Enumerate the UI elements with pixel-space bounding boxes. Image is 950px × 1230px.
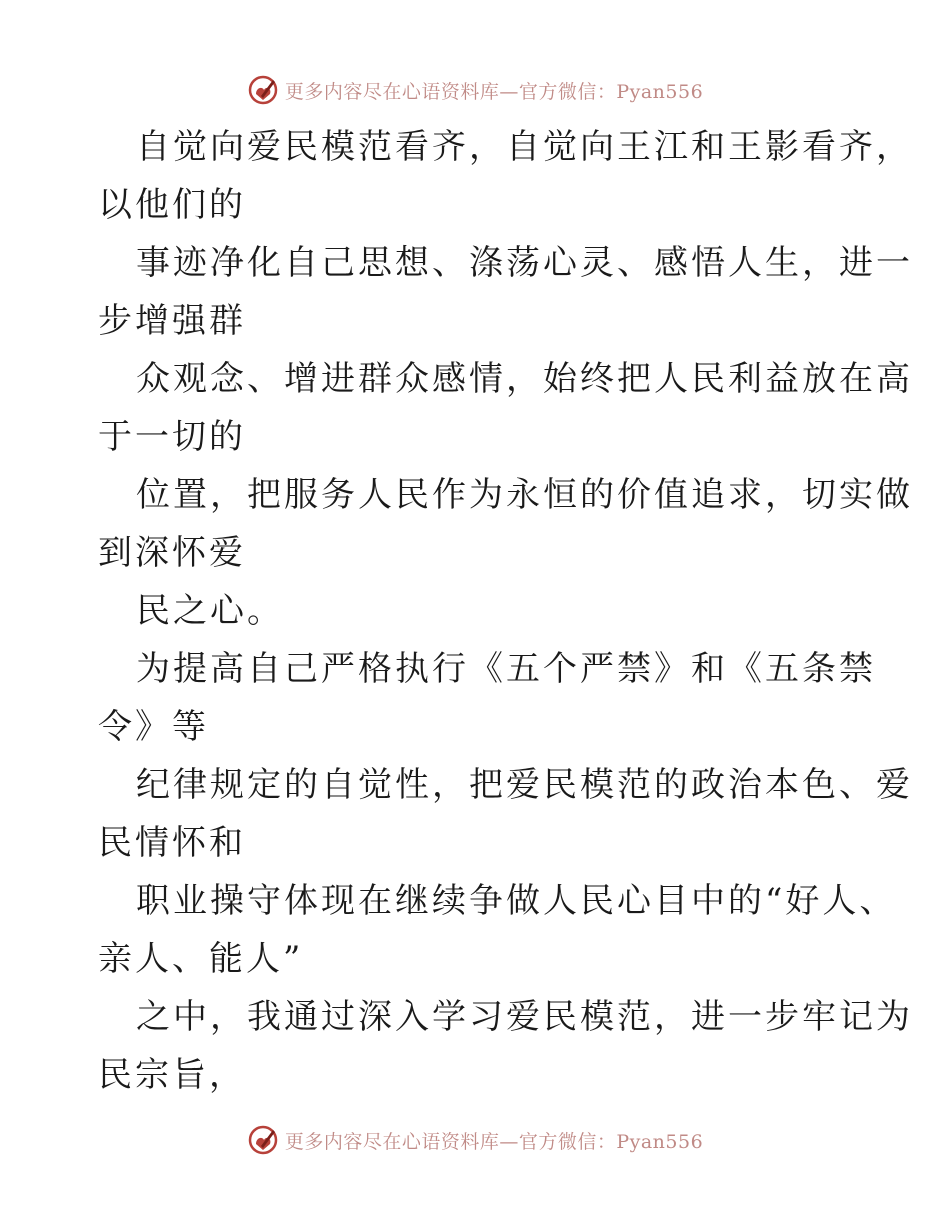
pen-heart-logo-icon [247, 1124, 279, 1156]
text-line: 民宗旨， [98, 1055, 246, 1095]
text-line: 步增强群 [98, 301, 246, 341]
text-line: 之中，我通过深入学习爱民模范，进一步牢记为 [136, 997, 913, 1037]
text-line: 以他们的 [98, 185, 246, 225]
text-line: 事迹净化自己思想、涤荡心灵、感悟人生，进一 [136, 243, 913, 283]
footer-watermark [0, 1120, 950, 1160]
text-line: 众观念、增进群众感情，始终把人民利益放在高 [136, 359, 913, 399]
text-line: 民之心。 [136, 591, 284, 631]
text-line: 亲人、能人” [98, 939, 304, 979]
text-line: 位置，把服务人民作为永恒的价值追求，切实做 [136, 475, 913, 515]
watermark-text: 更多内容尽在心语资料库—官方微信：Pyan556 [284, 1130, 704, 1153]
header-watermark [0, 70, 950, 110]
text-line: 民情怀和 [98, 823, 246, 863]
text-line: 于一切的 [98, 417, 246, 457]
text-line: 到深怀爱 [98, 533, 246, 573]
text-line: 自觉向爱民模范看齐，自觉向王江和王影看齐， [136, 127, 913, 167]
document-body [98, 118, 913, 1104]
text-line: 为提高自己严格执行《五个严禁》和《五条禁 [136, 649, 876, 689]
pen-heart-logo-icon [247, 74, 279, 106]
text-line: 纪律规定的自觉性，把爱民模范的政治本色、爱 [136, 765, 913, 805]
watermark-text: 更多内容尽在心语资料库—官方微信：Pyan556 [284, 80, 704, 103]
text-line: 令》等 [98, 707, 209, 747]
text-line: 职业操守体现在继续争做人民心目中的“好人、 [136, 881, 897, 921]
